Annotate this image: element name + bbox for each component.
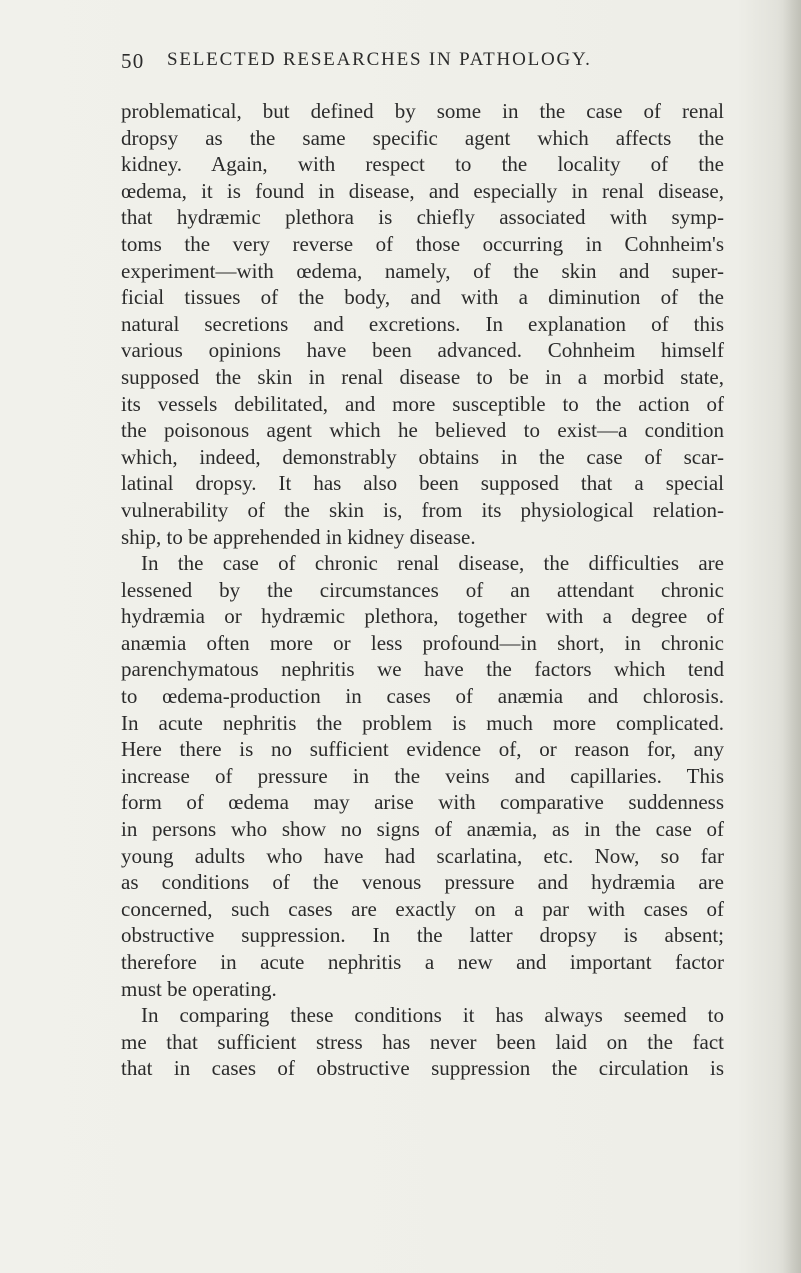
text-line: increase of pressure in the veins and capillaries. This	[121, 763, 724, 788]
text-line: natural secretions and excretions. In explanation of this	[121, 311, 724, 336]
text-line: as conditions of the venous pressure and hydræmia are	[121, 870, 724, 895]
text-line: ficial tissues of the body, and with a diminution of the	[121, 285, 724, 310]
text-line: kidney. Again, with respect to the locality of the	[121, 152, 724, 177]
text-line: various opinions have been advanced. Cohnheim himself	[121, 338, 724, 363]
text-line: supposed the skin in renal disease to be in a morbid state,	[121, 364, 724, 389]
text-line: lessened by the circumstances of an attendant chronic	[121, 577, 724, 602]
page-header	[121, 49, 721, 79]
text-line: Here there is no sufficient evidence of, or reason for, any	[121, 737, 724, 762]
text-line: form of œdema may arise with comparative suddenness	[121, 790, 724, 815]
running-title: SELECTED RESEARCHES IN PATHOLOGY.	[167, 49, 592, 70]
text-line: latinal dropsy. It has also been supposed that a special	[121, 471, 724, 496]
text-line: to œdema-production in cases of anæmia and chlorosis.	[121, 684, 724, 709]
text-line: dropsy as the same specific agent which affects the	[121, 125, 724, 150]
body-text	[121, 98, 724, 1082]
text-line: In the case of chronic renal disease, the difficulties are	[141, 551, 724, 576]
text-line: vulnerability of the skin is, from its physiological relation-	[121, 497, 724, 522]
text-line: In comparing these conditions it has always seemed to	[141, 1003, 724, 1028]
text-line: young adults who have had scarlatina, etc. Now, so far	[121, 843, 724, 868]
text-line: obstructive suppression. In the latter dropsy is absent;	[121, 923, 724, 948]
text-line: hydræmia or hydræmic plethora, together with a degree of	[121, 604, 724, 629]
text-line: toms the very reverse of those occurring in Cohnheim's	[121, 231, 724, 256]
text-line: therefore in acute nephritis a new and important factor	[121, 950, 724, 974]
text-line: in persons who show no signs of anæmia, as in the case of	[121, 817, 724, 842]
text-line: that in cases of obstructive suppression the circulation is	[121, 1056, 724, 1081]
text-line: parenchymatous nephritis we have the factors which tend	[121, 657, 724, 682]
text-line: which, indeed, demonstrably obtains in the case of scar-	[121, 444, 724, 469]
text-line: must be operating.	[121, 976, 277, 1001]
text-line: problematical, but defined by some in the case of renal	[121, 99, 724, 123]
text-line: that hydræmic plethora is chiefly associated with symp-	[121, 205, 724, 230]
text-line: œdema, it is found in disease, and especially in renal disease,	[121, 178, 724, 203]
text-line: the poisonous agent which he believed to exist—a condition	[121, 418, 724, 443]
text-line: me that sufficient stress has never been laid on the fact	[121, 1029, 724, 1054]
page-number: 50	[121, 49, 145, 73]
text-line: experiment—with œdema, namely, of the skin and super-	[121, 258, 724, 283]
page-edge-shadow	[783, 0, 801, 1273]
text-line: In acute nephritis the problem is much more complicated.	[121, 710, 724, 735]
text-line: anæmia often more or less profound—in short, in chronic	[121, 630, 724, 655]
text-line: concerned, such cases are exactly on a par with cases of	[121, 896, 724, 921]
text-line: ship, to be apprehended in kidney disease.	[121, 524, 476, 549]
text-line: its vessels debilitated, and more susceptible to the action of	[121, 391, 724, 416]
